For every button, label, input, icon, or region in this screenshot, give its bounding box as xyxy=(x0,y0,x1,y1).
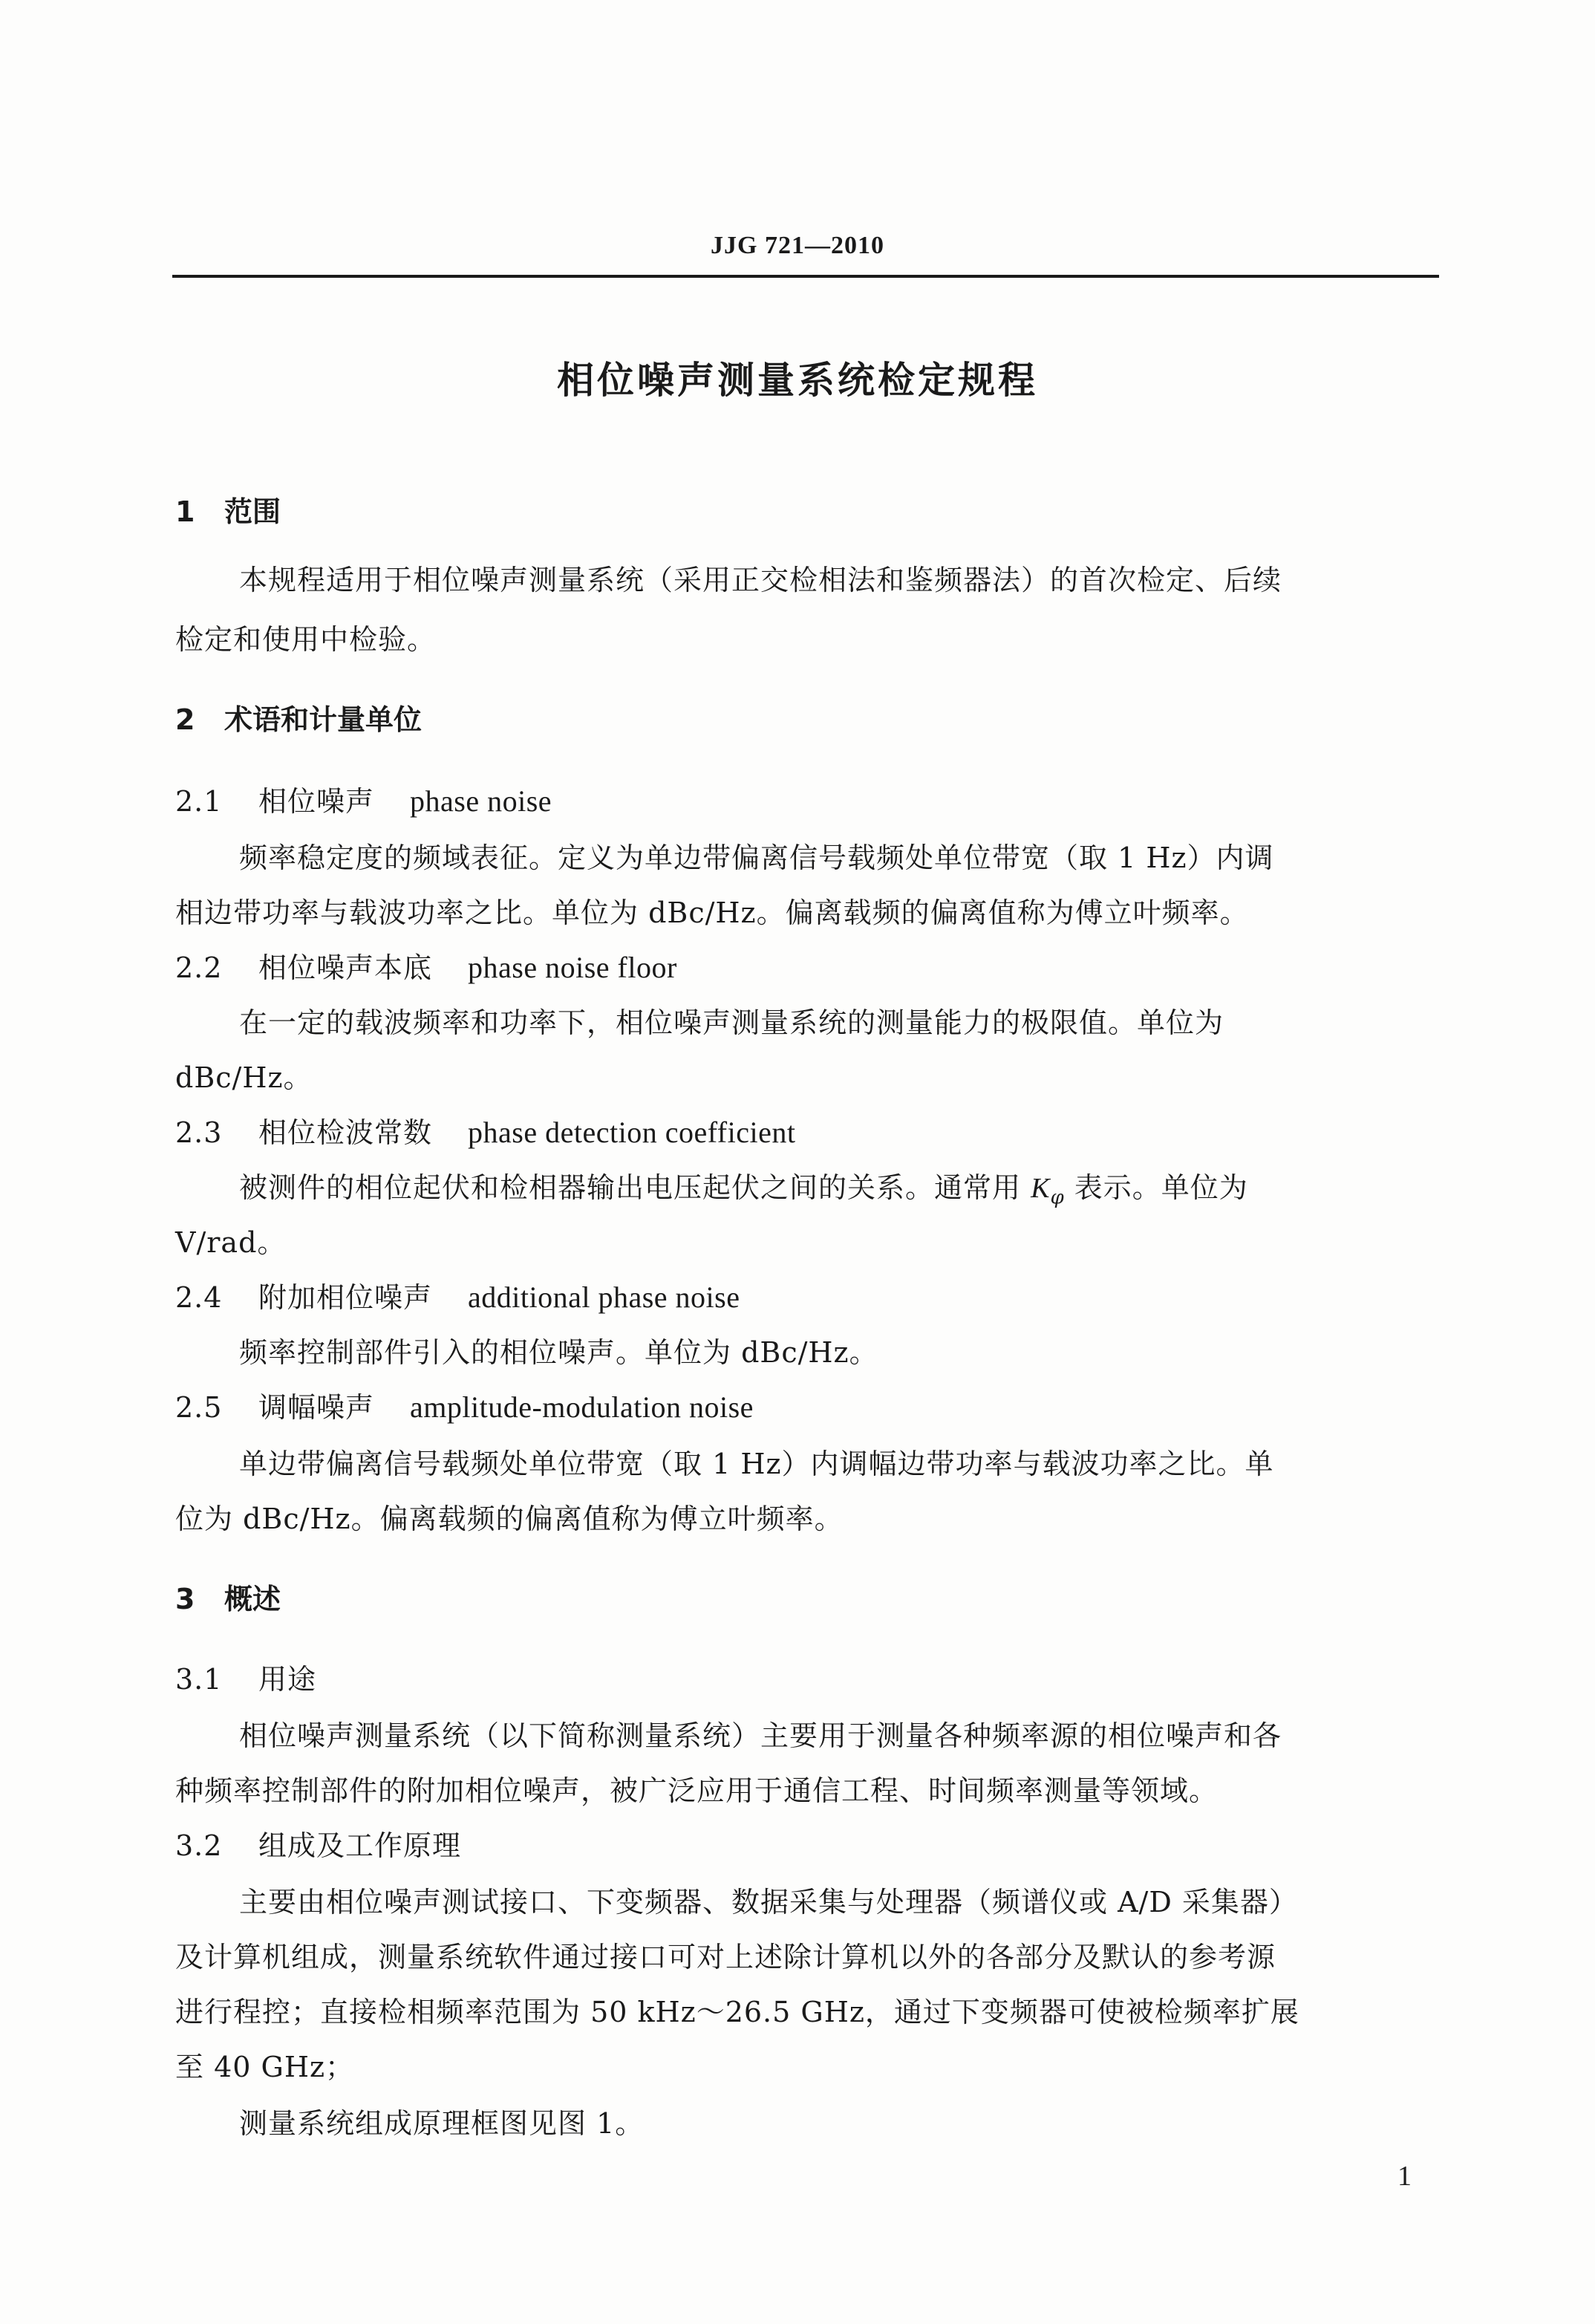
paragraph-line: dBc/Hz。 xyxy=(175,1061,313,1094)
symbol-subscript: φ xyxy=(1050,1186,1065,1209)
term-zh: 组成及工作原理 xyxy=(258,1829,462,1862)
paragraph-line: 主要由相位噪声测试接口、下变频器、数据采集与处理器（频谱仪或 A/D 采集器） xyxy=(239,1886,1298,1918)
term-zh: 相位检波常数 xyxy=(258,1116,433,1149)
paragraph-line: 进行程控；直接检相频率范围为 50 kHz～26.5 GHz，通过下变频器可使被检频率扩展 xyxy=(175,1996,1299,2028)
paragraph-line: 相位噪声测量系统（以下简称测量系统）主要用于测量各种频率源的相位噪声和各 xyxy=(239,1719,1282,1752)
symbol-k: K xyxy=(1031,1173,1051,1204)
paragraph-line: 在一定的载波频率和功率下，相位噪声测量系统的测量能力的极限值。单位为 xyxy=(239,1006,1224,1039)
term-zh: 附加相位噪声 xyxy=(258,1281,433,1314)
term-2-3 xyxy=(175,1110,795,1150)
section-3-heading xyxy=(175,1576,281,1617)
section-1-heading xyxy=(175,489,281,530)
paragraph-line: 测量系统组成原理框图见图 1。 xyxy=(239,2107,645,2140)
term-2-2 xyxy=(175,945,677,986)
paragraph-line: 位为 dBc/Hz。偏离载频的偏离值称为傅立叶频率。 xyxy=(175,1503,844,1535)
paragraph-line: V/rad。 xyxy=(175,1226,287,1259)
section-number: 2 xyxy=(175,703,195,736)
subsection-3-1 xyxy=(175,1656,316,1697)
text-segment: 表示。单位为 xyxy=(1064,1171,1248,1204)
term-en: amplitude-modulation noise xyxy=(410,1390,754,1424)
page-number: 1 xyxy=(1397,2161,1412,2192)
paragraph-line: 频率稳定度的频域表征。定义为单边带偏离信号载频处单位带宽（取 1 Hz）内调 xyxy=(239,842,1274,874)
paragraph-line: 及计算机组成，测量系统软件通过接口可对上述除计算机以外的各部分及默认的参考源 xyxy=(175,1941,1276,1973)
section-number: 1 xyxy=(175,495,195,528)
header-rule xyxy=(172,275,1439,278)
term-number: 3.1 xyxy=(175,1663,223,1696)
section-title: 范围 xyxy=(224,495,281,528)
subsection-3-2 xyxy=(175,1823,461,1864)
term-en: phase noise floor xyxy=(468,951,677,984)
term-number: 2.2 xyxy=(175,951,223,984)
term-2-5 xyxy=(175,1384,754,1425)
paragraph-line: 相边带功率与载波功率之比。单位为 dBc/Hz。偏离载频的偏离值称为傅立叶频率。 xyxy=(175,896,1249,929)
section-title: 术语和计量单位 xyxy=(224,703,423,736)
paragraph-line xyxy=(239,1165,1248,1209)
section-number: 3 xyxy=(175,1583,195,1615)
text-segment: 被测件的相位起伏和检相器输出电压起伏之间的关系。通常用 xyxy=(239,1171,1031,1204)
term-zh: 相位噪声 xyxy=(258,785,375,818)
paragraph-line: 本规程适用于相位噪声测量系统（采用正交检相法和鉴频器法）的首次检定、后续 xyxy=(239,564,1282,596)
section-2-heading xyxy=(175,697,422,738)
term-en: phase detection coefficient xyxy=(468,1116,796,1149)
term-en: phase noise xyxy=(410,784,552,818)
term-2-4 xyxy=(175,1275,740,1315)
paragraph-line: 单边带偏离信号载频处单位带宽（取 1 Hz）内调幅边带功率与载波功率之比。单 xyxy=(239,1448,1274,1480)
standard-code: JJG 721—2010 xyxy=(711,232,884,259)
term-zh: 调幅噪声 xyxy=(258,1391,375,1424)
term-en: additional phase noise xyxy=(468,1280,740,1314)
term-number: 2.1 xyxy=(175,785,223,818)
paragraph-line: 检定和使用中检验。 xyxy=(175,623,437,656)
paragraph-line: 至 40 GHz； xyxy=(175,2051,355,2083)
term-zh: 用途 xyxy=(258,1663,317,1696)
term-number: 2.3 xyxy=(175,1116,223,1149)
term-2-1 xyxy=(175,778,552,819)
term-number: 3.2 xyxy=(175,1829,223,1862)
page-title: 相位噪声测量系统检定规程 xyxy=(557,359,1038,402)
term-number: 2.5 xyxy=(175,1391,223,1424)
paragraph-line: 频率控制部件引入的相位噪声。单位为 dBc/Hz。 xyxy=(239,1336,878,1369)
term-number: 2.4 xyxy=(175,1281,223,1314)
section-title: 概述 xyxy=(224,1583,281,1615)
paragraph-line: 种频率控制部件的附加相位噪声，被广泛应用于通信工程、时间频率测量等领域。 xyxy=(175,1774,1219,1807)
term-zh: 相位噪声本底 xyxy=(258,951,433,984)
